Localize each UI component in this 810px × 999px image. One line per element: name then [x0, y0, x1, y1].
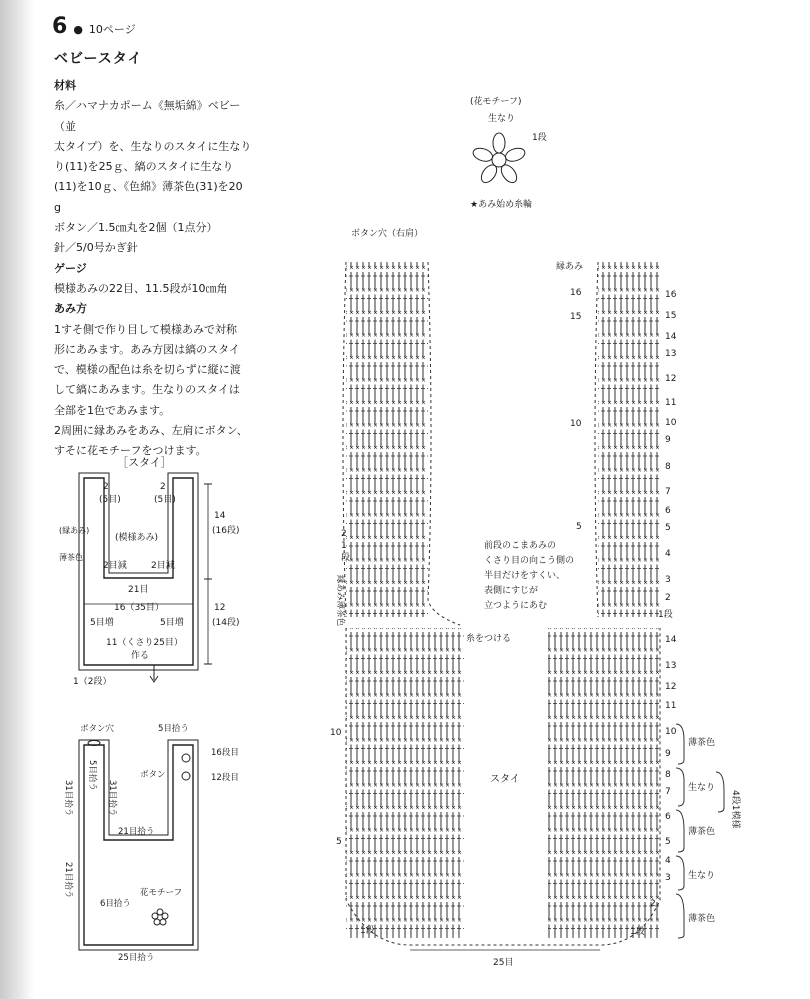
row-number: 3 [665, 873, 671, 883]
right-strap-stitches [598, 262, 660, 617]
gauge-heading: ゲージ [54, 261, 87, 275]
flower-title: (花モチーフ) [470, 97, 522, 107]
dim-label: 2 [103, 482, 109, 492]
left-strap-edge [343, 262, 346, 617]
row-marker: 10 [330, 728, 342, 738]
dim-label: 12 [214, 603, 226, 613]
pickup-label: 25目拾う [118, 953, 155, 963]
row-number: 10 [665, 418, 677, 428]
flower-note: ★あみ始め糸輪 [470, 200, 533, 210]
bottom-width-label: 25目 [493, 958, 514, 968]
row-number: 13 [665, 349, 677, 359]
row-number: 6 [665, 506, 671, 516]
row-number: 12 [665, 374, 677, 384]
edge-color-label: 縁あみ薄茶色 [335, 575, 345, 627]
join-yarn-label: 糸をつける [466, 634, 512, 644]
row-number: 14 [665, 635, 677, 645]
pickup-label: 5目拾う [87, 760, 97, 791]
band-bracket [676, 768, 684, 806]
pickup-label: 31目拾う [63, 780, 73, 817]
pickup-label: 31目拾う [107, 780, 117, 817]
flower-round: 1段 [532, 133, 547, 143]
materials-line: (11)を10ｇ、《色綿》薄茶色(31)を20 [54, 180, 243, 194]
schematic-1 [59, 456, 239, 687]
button-label: ボタン [140, 770, 166, 780]
schematic-title: ［スタイ］ [117, 456, 172, 469]
method-line: して縞にあみます。生なりのスタイは [54, 383, 240, 397]
row-number: 8 [665, 770, 671, 780]
row-number: 5 [665, 837, 671, 847]
dim-label: (5目) [154, 495, 176, 505]
row-number: 5 [665, 523, 671, 533]
band-bracket [676, 856, 684, 890]
row-number: 7 [665, 787, 671, 797]
color-band-label: 生なり [688, 871, 716, 881]
schematic-2 [63, 723, 239, 963]
body-left-stitches [346, 628, 464, 938]
bib-outline-2 [84, 745, 193, 945]
row-number: 2 [665, 593, 671, 603]
left-strap-stitches [346, 262, 428, 617]
body-center [464, 690, 548, 938]
note-line: 表側にすじが [484, 586, 539, 596]
row-number: 1段 [630, 927, 645, 937]
pattern-label: (模様あみ) [115, 533, 159, 543]
flower-color: 生なり [488, 114, 516, 124]
dim-label: 5目増 [160, 618, 184, 628]
left-strap-inner-edge [428, 262, 460, 625]
color-bands [676, 724, 742, 938]
dim-label: 作る [131, 651, 150, 661]
row-number: 14 [665, 332, 677, 342]
dim-label: 5目増 [90, 618, 114, 628]
row-marker: 5 [336, 837, 342, 847]
repeat-label: 4段1模様 [730, 790, 740, 829]
row-number: 2 [650, 899, 656, 909]
repeat-bracket [716, 772, 724, 812]
dim-label: 2目減 [151, 561, 175, 571]
dim-label: (5目) [99, 495, 121, 505]
dim-label: 2目減 [103, 561, 127, 571]
pattern-number: 6 [52, 14, 68, 39]
row-number: 13 [665, 661, 677, 671]
pattern-title: ベビースタイ [54, 51, 143, 67]
buttonhole-label: ボタン穴 [80, 724, 115, 734]
right-strap-inner-edge [595, 262, 598, 617]
edge-label: (縁あみ) [59, 526, 90, 535]
row-number: 8 [665, 462, 671, 472]
flower-label: 花モチーフ [140, 888, 183, 898]
dim-label: 1（2段） [73, 677, 112, 687]
stitch-note [484, 539, 574, 611]
method-line: 1すそ側で作り目して模様あみで対称 [54, 322, 237, 336]
flower-drawing [471, 133, 526, 185]
materials-heading: 材料 [54, 79, 76, 92]
band-bracket [676, 810, 684, 852]
row-number: 9 [665, 749, 671, 759]
buttonhole-right-shoulder: ボタン穴（右肩） [351, 229, 424, 239]
bib-outline [84, 478, 193, 665]
color-band-label: 生なり [688, 783, 716, 793]
note-line: くさり目の向こう側の [484, 556, 575, 566]
row-marker: 5 [576, 522, 582, 532]
edge-color-label: 薄茶色 [59, 553, 83, 562]
row-number: 4 [665, 856, 671, 866]
pickup-label: 21目拾う [118, 827, 155, 837]
note-line: 前段のこまあみの [484, 541, 557, 551]
row-number: 6 [665, 812, 671, 822]
materials-line: 針／5/0号かぎ針 [54, 241, 138, 255]
color-band-label: 薄茶色 [688, 827, 716, 837]
button-1 [182, 754, 190, 762]
edging-label: 縁あみ [556, 262, 584, 272]
method-line: 2周囲に縁あみをあみ、左肩にボタン、 [54, 424, 248, 438]
method-line: 全部を1色であみます。 [54, 403, 171, 417]
dim-label: 14 [214, 511, 226, 521]
gauge-text: 模様あみの22目、11.5段が10㎝角 [54, 281, 228, 295]
method-line: で、模様の配色は糸を切らずに縦に渡 [54, 363, 241, 377]
row-marker: 16 [570, 288, 582, 298]
stitch-chart [330, 227, 742, 968]
method-line: 形にあみます。あみ方図は縞のスタイ [54, 342, 240, 356]
row-label: 16段目 [211, 748, 239, 758]
row-number: 3 [665, 575, 671, 585]
row-marker: 1段 [360, 926, 375, 936]
method-heading: あみ方 [54, 302, 87, 316]
row-number: 12 [665, 682, 677, 692]
row-number: 15 [665, 311, 677, 321]
pickup-label: 6目拾う [100, 899, 131, 909]
note-line: 立つようにあむ [484, 601, 548, 611]
bullet-dot: ● [73, 23, 83, 36]
row-number: 1段 [658, 610, 673, 620]
band-bracket [676, 894, 684, 938]
materials-line: ボタン／1.5㎝丸を2個（1点分） [54, 221, 218, 235]
color-band-label: 薄茶色 [688, 738, 716, 748]
row-number: 7 [665, 487, 671, 497]
band-bracket [676, 724, 684, 764]
row-number: 11 [665, 701, 677, 711]
left-markers [570, 288, 582, 532]
pickup-label: 21目拾う [63, 862, 73, 899]
materials-line: g [54, 200, 61, 214]
flower-mark [152, 909, 168, 925]
row-number: 9 [665, 435, 671, 445]
row-marker: 15 [570, 312, 582, 322]
edge-mark: 1 [341, 541, 347, 551]
materials-line: 糸／ハマナカポーム《無垢綿》ベビー（並 [54, 99, 241, 133]
dim-label: (16段) [212, 526, 240, 536]
row-marker: 10 [570, 419, 582, 429]
upper-row-numbers [658, 290, 677, 620]
body-right-stitches [548, 628, 660, 938]
pickup-label: 5目拾う [158, 724, 189, 734]
flower-motif [470, 95, 547, 210]
button-2 [182, 772, 190, 780]
edge-mark: 2 [341, 529, 347, 539]
materials-line: 太タイプ）を、生なりのスタイに生なり [54, 139, 252, 153]
page-reference: 10ページ [88, 23, 136, 36]
row-number: 10 [665, 727, 677, 737]
materials-line: り(11)を25ｇ、縞のスタイに生なり [54, 160, 234, 174]
dim-label: (14段) [212, 618, 240, 628]
row-number: 16 [665, 290, 677, 300]
dim-label: 11（くさり25目） [106, 638, 183, 648]
edge-mark: 段 [341, 553, 351, 563]
note-line: 半目だけをすくい、 [484, 571, 566, 581]
dim-label: 21目 [128, 585, 149, 595]
dim-label: 16（35目） [114, 603, 164, 613]
dim-label: 2 [160, 482, 166, 492]
bib-center-label: スタイ [490, 774, 520, 785]
method-line: すそに花モチーフをつけます。 [54, 444, 207, 458]
row-label: 12段目 [211, 773, 239, 783]
row-number: 4 [665, 549, 671, 559]
row-number: 11 [665, 398, 677, 408]
color-band-label: 薄茶色 [688, 914, 716, 924]
